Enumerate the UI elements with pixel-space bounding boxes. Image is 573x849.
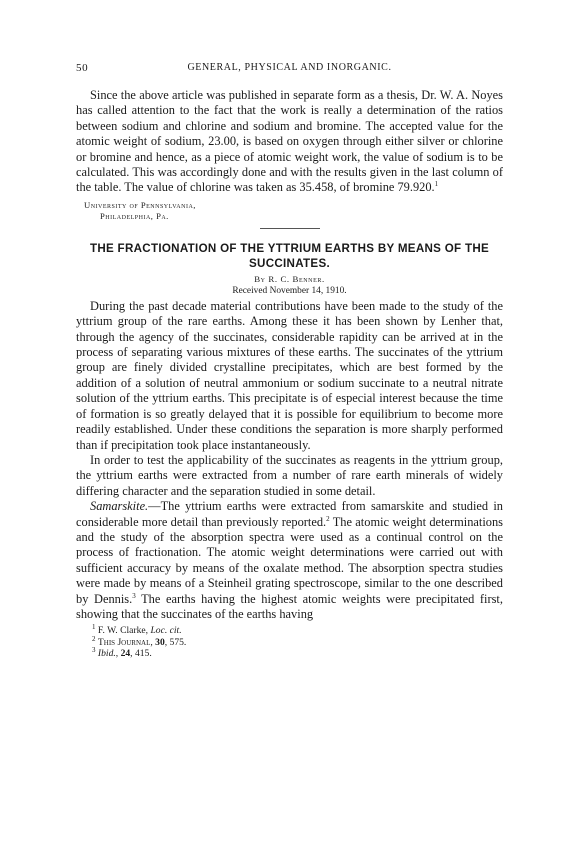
section-divider (260, 228, 320, 229)
paragraph-3-text-c: The earths having the highest atomic weights were precipitated first, showing that the succinates of the earths having (76, 591, 503, 621)
footnote-3-page: , 415. (130, 648, 152, 660)
paragraph-3-text-a: —The yttrium earths were extracted from samarskite and studied in considerable more detail than previously reported. (76, 499, 503, 529)
footnote-1-text: F. W. Clarke, (97, 625, 151, 637)
paragraph-3-text-b: The atomic weight determinations and the study of the absorption spectra were used as a continual control on the process of fractionation. The atomic weight determinations were carried out with sufficient accuracy by means of the oxalate method. The absorption spectra studies were made by means of a Steinheil grating spectroscope, similar to the one described by Dennis. (76, 514, 503, 606)
footnote-3-text: , (115, 648, 121, 660)
affiliation-university: University of Pennsylvania, (84, 199, 196, 210)
footnote-3 (76, 648, 503, 660)
article-paragraph-1: During the past decade material contributions have been made to the study of the yttrium group of the rare earths. Among these it has been shown by Lenher that, through the agency of the succinates, considerable rapidity can be arrived at in the process of separating various mixtures of these earths. The succinates of the yttrium group are finely divided crystalline precipitates, which are best formed by the addition of a solution of neutral ammonium or sodium succinate to a neutral nitrate solution of the yttrium earths. This precipitate is of especial interest because the time of formation is so greatly delayed that it is possible for equilibrium to become more readily established. Under these conditions the separation is more sharply performed than if precipitation took place instantaneously. (76, 298, 503, 452)
footnote-ref-3: 3 (132, 591, 136, 600)
running-title: GENERAL, PHYSICAL AND INORGANIC. (187, 62, 392, 73)
article-paragraph-2: In order to test the applicability of the succinates as reagents in the yttrium group, the yttrium earths were extracted from a number of rare earth minerals of widely differing character and the separation studied in some detail. (76, 452, 503, 498)
footnote-3-number: 3 (92, 646, 96, 655)
footnote-2 (76, 634, 503, 649)
footnote-2-text: This Journal, (97, 636, 156, 648)
footnote-3-volume: 24 (120, 648, 131, 660)
page-number: 50 (76, 62, 89, 74)
article-byline: By R. C. Benner. (254, 273, 325, 284)
footnote-2-page: , 575. (164, 636, 187, 648)
article-title: THE FRACTIONATION OF THE YTTRIUM EARTHS BY MEANS OF THE SUCCINATES. (89, 241, 490, 270)
article-paragraph-3 (76, 499, 503, 622)
samarskite-heading: Samarskite. (90, 499, 149, 514)
footnote-1-italic: Loc. cit. (150, 625, 182, 637)
footnote-ref-1: 1 (434, 180, 439, 189)
running-header (76, 62, 503, 76)
footnote-3-italic: Ibid. (97, 648, 116, 660)
affiliation-city: Philadelphia, Pa. (100, 210, 169, 221)
footnote-2-number: 2 (92, 634, 96, 643)
affiliation (76, 200, 503, 222)
received-date: Received November 14, 1910. (232, 285, 347, 296)
footnotes (76, 625, 503, 660)
prev-article-paragraph (76, 88, 503, 196)
footnote-1 (76, 625, 503, 637)
footnote-1-number: 1 (92, 623, 96, 632)
page (76, 62, 503, 660)
footnote-2-volume: 30 (155, 636, 165, 648)
footnote-ref-2: 2 (326, 514, 330, 523)
prev-article-text: Since the above article was published in separate form as a thesis, Dr. W. A. Noyes has called attention to the fact that the work is really a determination of the ratios between sodium and chlorine and sodium and bromine. The accepted value for the atomic weight of sodium, 23.00, is based on oxygen through either silver or chlorine or bromine and hence, as a piece of atomic weight work, the value of sodium is to be calculated. This was accordingly done and with the results given in the last column of the table. The value of chlorine was taken as 35.458, of bromine 79.920. (76, 88, 503, 195)
